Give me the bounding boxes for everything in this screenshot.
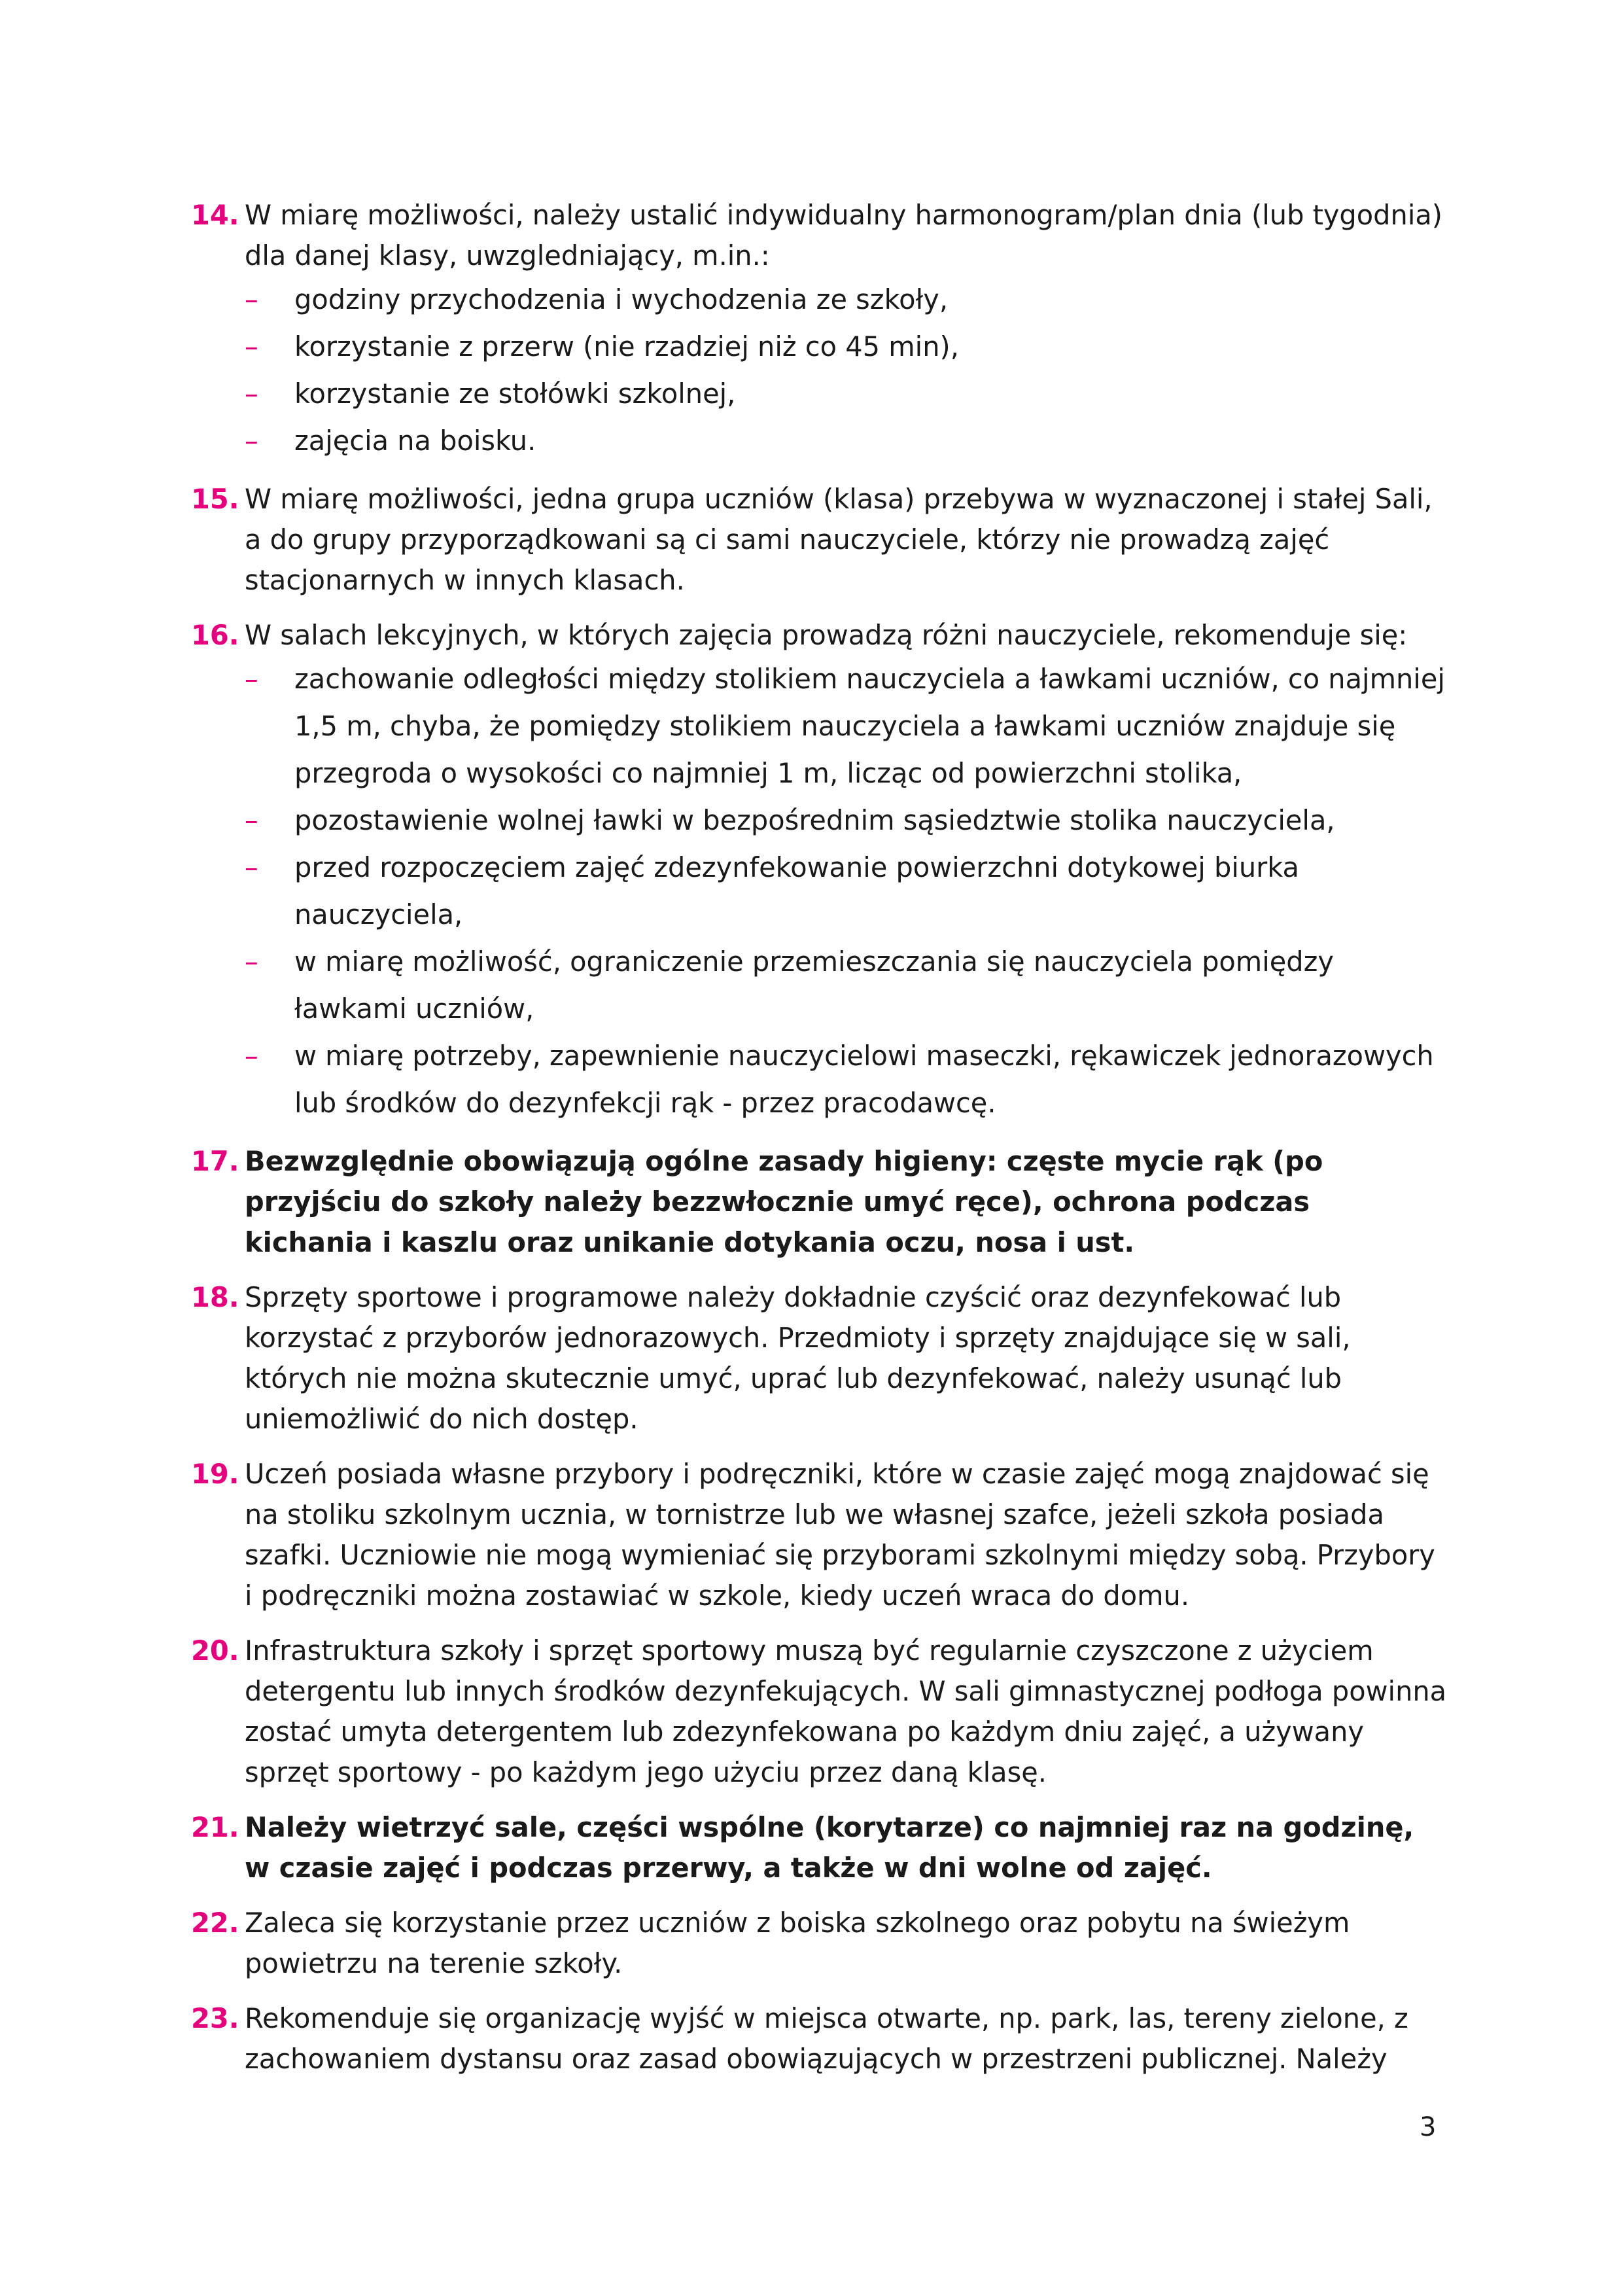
item-text: Bezwzględnie obowiązują ogólne zasady higieny: częste mycie rąk (po przyjściu do szkoły należy bezzwłocznie umyć ręce), ochrona podczas kichania i kaszlu oraz unikanie dotykania oczu, nosa i ust. [245,1145,1323,1258]
dash-marker: – [245,330,258,362]
item-number: 14. [191,199,239,231]
item-number: 21. [191,1811,239,1843]
sub-list-item: – zajęcia na boisku. [245,417,1447,465]
list-item-17 [191,1141,1447,1263]
item-text: Zaleca się korzystanie przez uczniów z boiska szkolnego oraz pobytu na świeżym powietrzu na terenie szkoły. [245,1907,1350,1979]
list-item-14 [191,195,1447,465]
item-number: 18. [191,1281,239,1313]
sub-list-item: – zachowanie odległości między stolikiem nauczyciela a ławkami uczniów, co najmniej 1,5 m, chyba, że pomiędzy stolikiem nauczyciela a ławkami uczniów znajduje się przegroda o wysokości co najmniej 1 m, licząc od powierzchni stolika, [245,656,1447,797]
item-number: 20. [191,1634,239,1667]
item-number: 16. [191,619,239,651]
dash-marker: – [245,945,258,978]
item-number: 19. [191,1458,239,1490]
list-item-20 [191,1631,1447,1793]
sub-list-item: – korzystanie z przerw (nie rzadziej niż co 45 min), [245,323,1447,370]
dash-marker: – [245,378,258,410]
list-item-21 [191,1807,1447,1888]
item-text: W salach lekcyjnych, w których zajęcia prowadzą różni nauczyciele, rekomenduje się: [245,619,1408,651]
dash-marker: – [245,1040,258,1072]
dash-marker: – [245,804,258,836]
sub-list-item: – pozostawienie wolnej ławki w bezpośrednim sąsiedztwie stolika nauczyciela, [245,797,1447,844]
list-item-22 [191,1903,1447,1984]
item-number: 15. [191,483,239,515]
list-item-18 [191,1277,1447,1439]
document-body [191,195,1447,2094]
item-text: W miarę możliwości, należy ustalić indywidualny harmonogram/plan dnia (lub tygodnia) dla danej klasy, uwzgledniający, m.in.: [245,199,1442,272]
item-text: W miarę możliwości, jedna grupa uczniów (klasa) przebywa w wyznaczonej i stałej Sali, a do grupy przyporządkowani są ci sami nauczyciele, którzy nie prowadzą zajęć stacjonarnych w innych klasach. [245,483,1433,596]
dash-marker: – [245,283,258,315]
list-item-23 [191,1998,1447,2079]
sub-list [245,656,1447,1127]
item-text: Sprzęty sportowe i programowe należy dokładnie czyścić oraz dezynfekować lub korzystać z przyborów jednorazowych. Przedmioty i sprzęty znajdujące się w sali, których nie można skutecznie umyć, uprać lub dezynfekować, należy usunąć lub uniemożliwić do nich dostęp. [245,1281,1351,1435]
dash-marker: – [245,663,258,695]
sub-list-item: – w miarę potrzeby, zapewnienie nauczycielowi maseczki, rękawiczek jednorazowych lub środków do dezynfekcji rąk - przez pracodawcę. [245,1033,1447,1127]
sub-list-item: – w miarę możliwość, ograniczenie przemieszczania się nauczyciela pomiędzy ławkami uczniów, [245,938,1447,1033]
dash-marker: – [245,851,258,883]
list-item-19 [191,1454,1447,1616]
item-text: Uczeń posiada własne przybory i podręczniki, które w czasie zajęć mogą znajdować się na stoliku szkolnym ucznia, w tornistrze lub we własnej szafce, jeżeli szkoła posiada szafki. Uczniowie nie mogą wymieniać się przyborami szkolnymi między sobą. Przybory i podręczniki można zostawiać w szkole, kiedy uczeń wraca do domu. [245,1458,1435,1612]
sub-list-item: – korzystanie ze stołówki szkolnej, [245,370,1447,417]
list-item-15 [191,479,1447,601]
dash-marker: – [245,425,258,457]
sub-list-item: – godziny przychodzenia i wychodzenia ze szkoły, [245,276,1447,323]
sub-list-item: – przed rozpoczęciem zajęć zdezynfekowanie powierzchni dotykowej biurka nauczyciela, [245,844,1447,938]
item-number: 23. [191,2002,239,2034]
page-number: 3 [1420,2112,1437,2142]
item-text: Rekomenduje się organizację wyjść w miejsca otwarte, np. park, las, tereny zielone, z zachowaniem dystansu oraz zasad obowiązujących w przestrzeni publicznej. Należy [245,2002,1408,2075]
item-text: Infrastruktura szkoły i sprzęt sportowy muszą być regularnie czyszczone z użyciem detergentu lub innych środków dezynfekujących. W sali gimnastycznej podłoga powinna zostać umyta detergentem lub zdezynfekowana po każdym dniu zajęć, a używany sprzęt sportowy - po każdym jego użyciu przez daną klasę. [245,1634,1447,1788]
item-text: Należy wietrzyć sale, części wspólne (korytarze) co najmniej raz na godzinę, w czasie zajęć i podczas przerwy, a także w dni wolne od zajęć. [245,1811,1414,1884]
sub-list [245,276,1447,465]
list-item-16 [191,615,1447,1127]
item-number: 17. [191,1145,239,1177]
item-number: 22. [191,1907,239,1939]
